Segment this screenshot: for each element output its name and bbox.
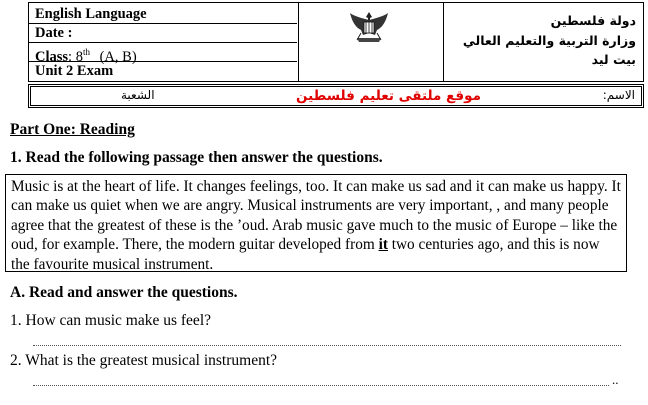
student-name-bar: [28, 84, 644, 108]
header-emblem-panel: [299, 3, 444, 81]
exam-header: [28, 2, 644, 82]
answer-line-2[interactable]: [33, 385, 609, 386]
answer-line-1[interactable]: [33, 345, 621, 346]
section-a-title: A. Read and answer the questions.: [10, 284, 238, 301]
passage-text-end: two centuries ago, and this is now the favourite musical instrument.: [11, 236, 600, 272]
arabic-town: بيت ليد: [591, 52, 636, 67]
site-watermark-link[interactable]: موقع ملتقى تعليم فلسطين: [296, 88, 481, 104]
subject-label: English Language: [35, 6, 147, 22]
name-label: الاسم:: [602, 88, 635, 102]
class-sections: (A, B): [99, 48, 137, 65]
exam-title: Unit 2 Exam: [35, 63, 114, 79]
class-ordinal: th: [82, 47, 90, 57]
question-2: 2. What is the greatest musical instrument?: [10, 352, 278, 369]
date-label: Date :: [35, 25, 73, 41]
answer-line-end: ..: [612, 372, 619, 387]
part-title: Part One: Reading: [10, 121, 135, 138]
question-1: 1. How can music make us feel?: [10, 312, 212, 329]
header-left-panel: [29, 3, 299, 81]
passage-highlight: it: [378, 236, 388, 254]
arabic-ministry: وزارة التربية والتعليم العالي: [462, 33, 636, 48]
arabic-state: دولة فلسطين: [550, 13, 636, 28]
header-arabic-panel: [444, 3, 644, 81]
section-label: الشعبة: [121, 88, 155, 102]
reading-passage: [5, 174, 627, 272]
class-value: : 8: [68, 48, 83, 65]
palestine-eagle-emblem-icon: [349, 9, 389, 45]
passage-text: Music is at the heart of life. It changes feelings, too. It can make us sad and it can make us happy. It can make us quiet when we are angry. Musical instruments are very important, , and many people agree that the greatest of these is the ’oud. Arab music gave much to the music of Europe – like the oud, for example. There, the modern guitar developed from: [11, 178, 621, 254]
class-label: Class: [35, 48, 69, 65]
question-title: 1. Read the following passage then answer the questions.: [10, 149, 383, 166]
